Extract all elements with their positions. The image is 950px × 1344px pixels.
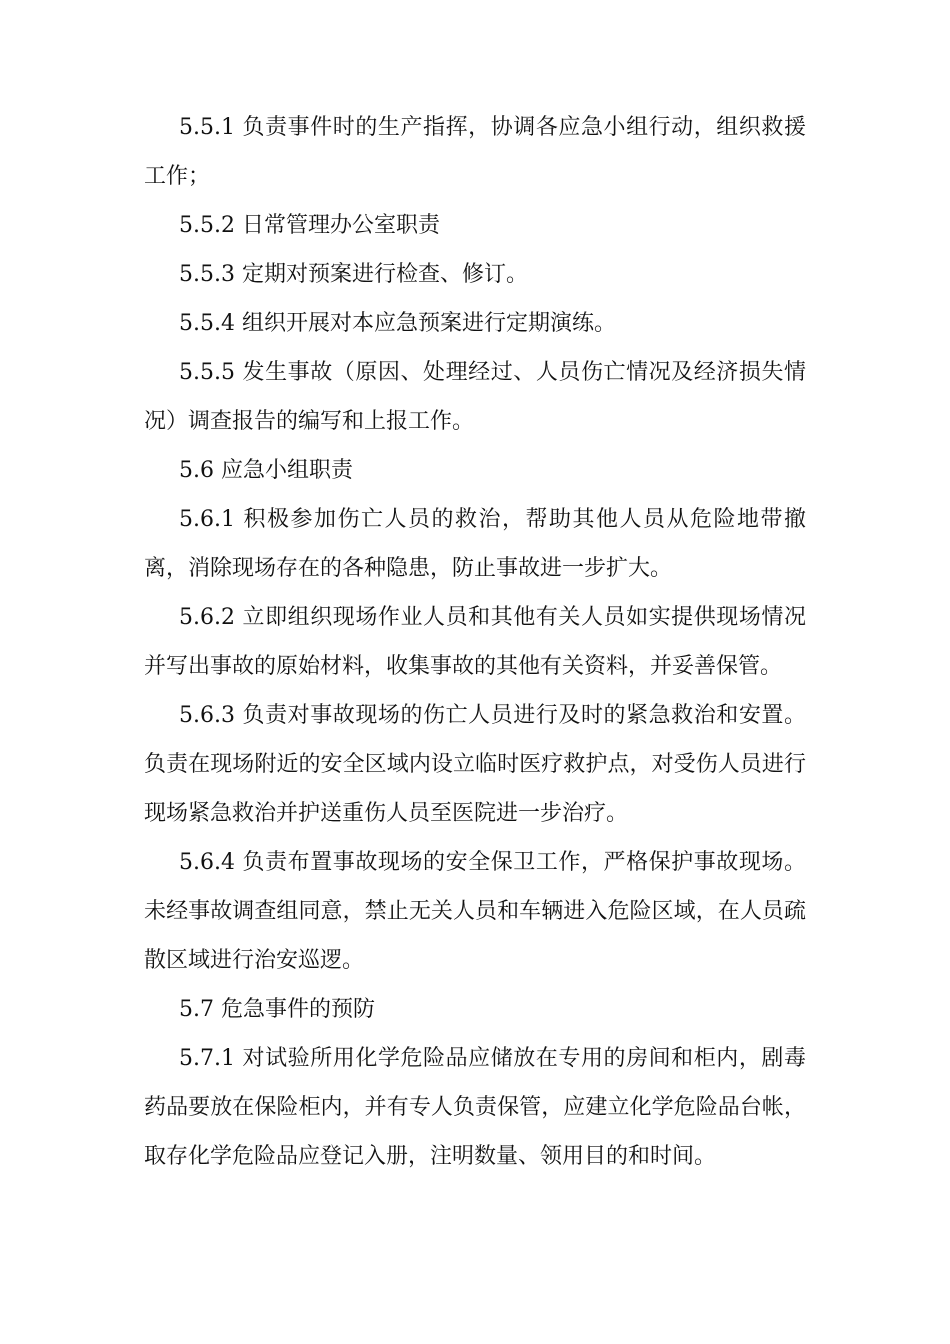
paragraph-5-6-4: 5.6.4 负责布置事故现场的安全保卫工作，严格保护事故现场。未经事故调查组同意，禁止无关人员和车辆进入危险区域，在人员疏散区域进行治安巡逻。	[144, 850, 806, 973]
section-heading-5-7: 5.7 危急事件的预防	[179, 997, 375, 1022]
paragraph-5-6-1: 5.6.1 积极参加伤亡人员的救治，帮助其他人员从危险地带撤离，消除现场存在的各种隐患，防止事故进一步扩大。	[144, 507, 806, 581]
paragraph-5-7-1: 5.7.1 对试验所用化学危险品应储放在专用的房间和柜内，剧毒药品要放在保险柜内，并有专人负责保管，应建立化学危险品台帐，取存化学危险品应登记入册，注明数量、领用目的和时间。	[144, 1046, 806, 1169]
paragraph-5-5-1: 5.5.1 负责事件时的生产指挥，协调各应急小组行动，组织救援工作；	[144, 115, 806, 189]
paragraph-5-5-3: 5.5.3 定期对预案进行检查、修订。	[179, 262, 528, 287]
paragraph-5-6-3: 5.6.3 负责对事故现场的伤亡人员进行及时的紧急救治和安置。负责在现场附近的安全区域内设立临时医疗救护点，对受伤人员进行现场紧急救治并护送重伤人员至医院进一步治疗。	[144, 703, 806, 826]
paragraph-5-6-2: 5.6.2 立即组织现场作业人员和其他有关人员如实提供现场情况并写出事故的原始材料，收集事故的其他有关资料，并妥善保管。	[144, 605, 806, 679]
document-body	[144, 103, 806, 1181]
section-heading-5-6: 5.6 应急小组职责	[179, 458, 353, 483]
paragraph-5-5-2: 5.5.2 日常管理办公室职责	[179, 213, 440, 238]
paragraph-5-5-5: 5.5.5 发生事故（原因、处理经过、人员伤亡情况及经济损失情况）调查报告的编写和上报工作。	[144, 360, 806, 434]
paragraph-5-5-4: 5.5.4 组织开展对本应急预案进行定期演练。	[179, 311, 616, 336]
